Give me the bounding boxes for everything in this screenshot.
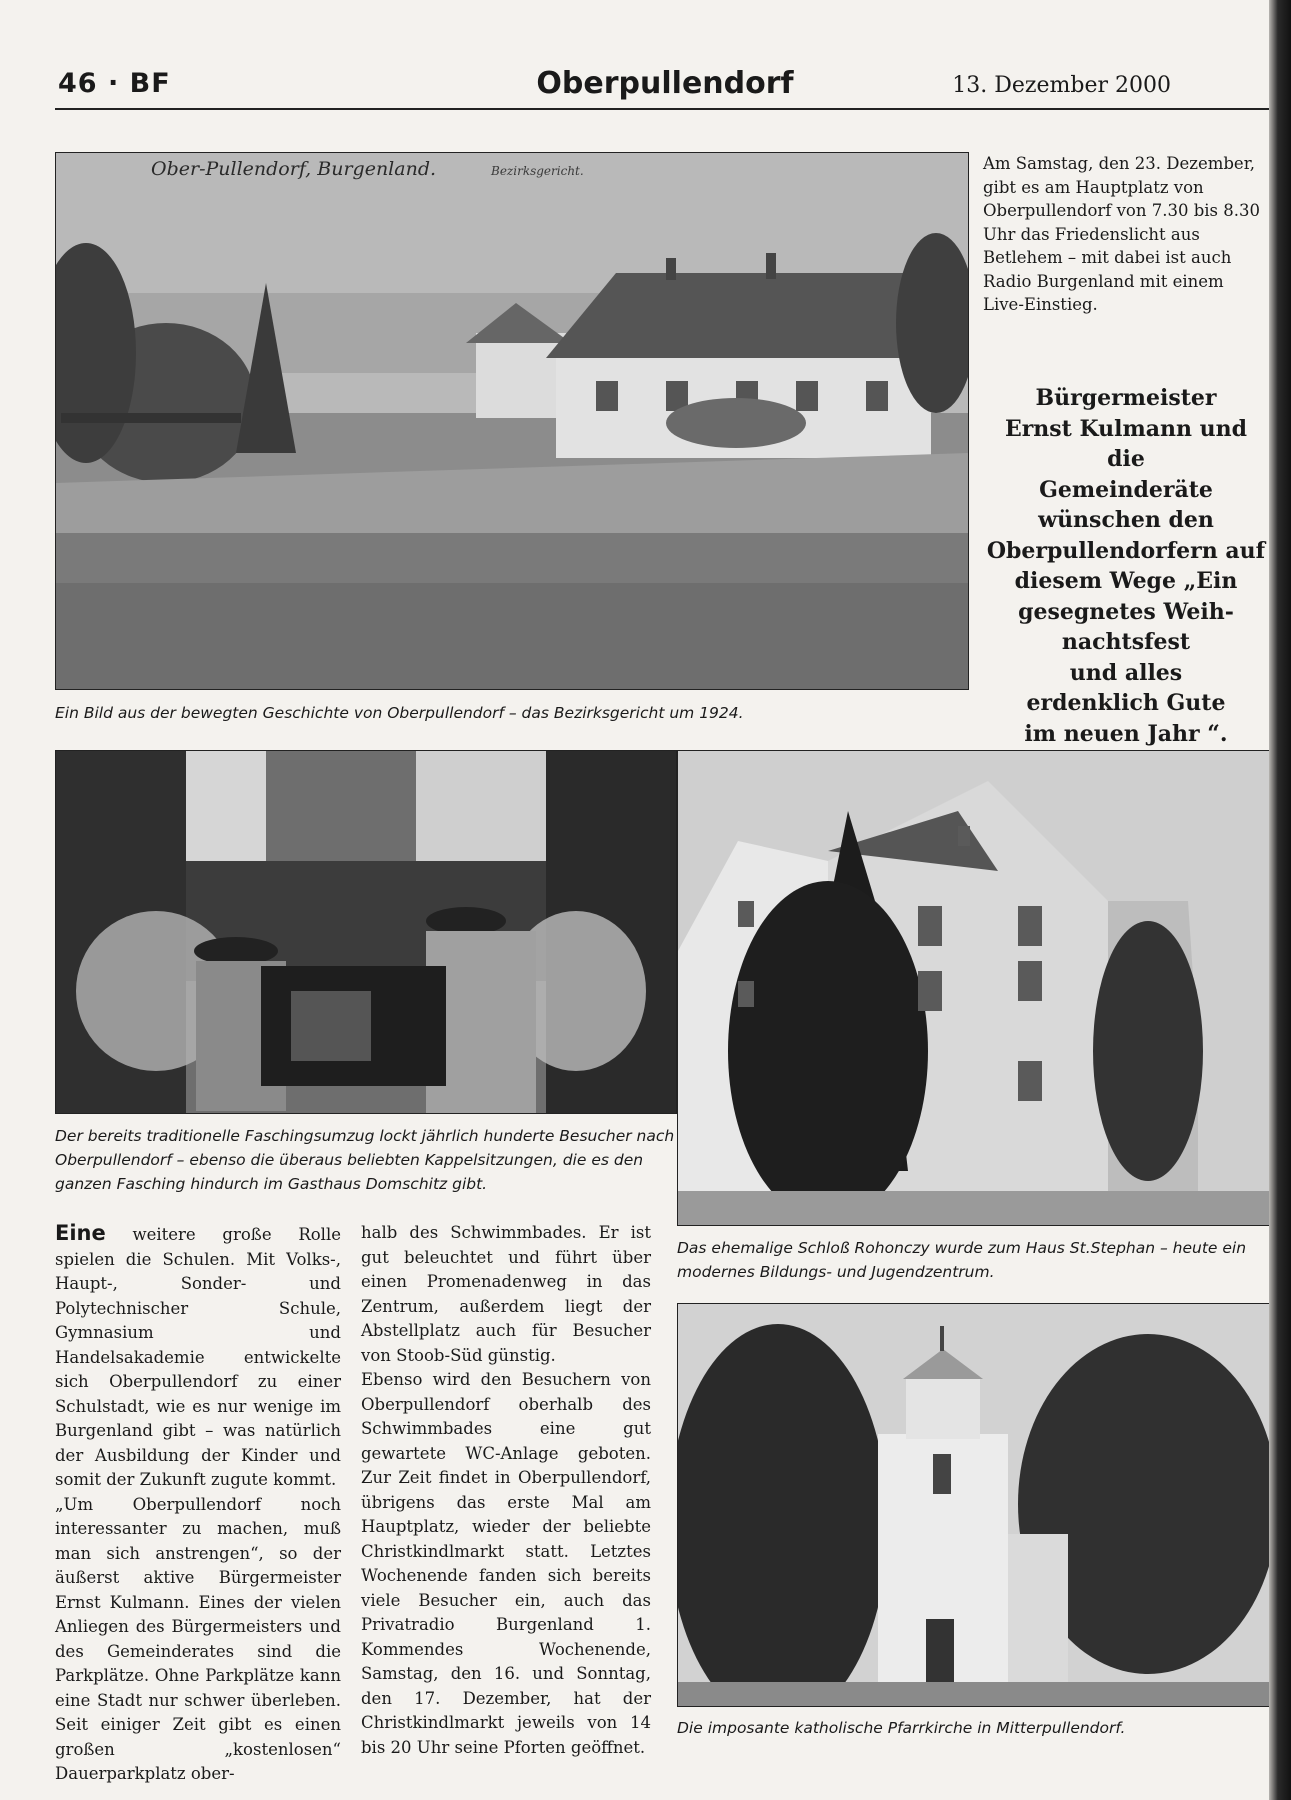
header-rule xyxy=(55,108,1275,110)
article-column-2 xyxy=(361,1221,651,1760)
article-column-1 xyxy=(55,1221,341,1787)
mayor-greeting xyxy=(983,383,1269,749)
article-paragraph: halb des Schwimmbades. Er ist gut beleuchtet und führt über einen Promenadenweg in das Zentrum, außerdem liegt der Abstellplatz auch für Besucher von Stoob-Süd günstig. xyxy=(361,1223,651,1365)
greeting-line: Bürgermeister xyxy=(1035,385,1217,411)
announcement-text: Am Samstag, den 23. Dezember, gibt es am Hauptplatz von Oberpullendorf von 7.30 bis 8.30 Uhr das Friedenslicht aus Betlehem – mit dabei ist auch Radio Burgenland mit einem Live-Einstieg. xyxy=(983,154,1261,314)
photo-bezirksgericht xyxy=(55,152,969,690)
photo-schloss-rohonczy xyxy=(677,750,1271,1226)
scan-edge xyxy=(1269,0,1291,1800)
greeting-line: im neuen Jahr “. xyxy=(1024,720,1228,747)
greeting-line: erdenklich Gute xyxy=(1026,690,1226,716)
greeting-line: und alles xyxy=(1069,659,1183,686)
article-paragraph: weitere große Rolle spielen die Schulen. Mit Volks-, Haupt-, Sonder- und Polytechnischer Schule, Gymnasium und Handelsakademie entwickelte sich Oberpullendorf zu einer Schulstadt, wie es nur wenige im Burgenland gibt – was natürlich der Ausbildung der Kinder und somit der Zukunft zugute kommt. xyxy=(55,1225,341,1489)
greeting-line: gesegnetes Weih- xyxy=(1018,598,1234,625)
article-paragraph: Ebenso wird den Besuchern von Oberpullendorf oberhalb des Schwimmbades eine gut gewartete WC-Anlage geboten. Zur Zeit findet in Oberpullendorf, übrigens das erste Mal am Hauptplatz, wieder der beliebte Christkindlmarkt statt. Letztes Wochenende fanden sich bereits viele Besucher ein, auch das Privatradio Burgenland 1. Kommendes Wochenende, Samstag, den 16. und Sonntag, den 17. Dezember, hat der Christkindlmarkt jeweils von 14 bis 20 Uhr seine Pforten geöffnet. xyxy=(361,1370,651,1757)
greeting-line: wünschen den xyxy=(1038,507,1214,533)
greeting-line: Gemeinderäte xyxy=(1039,476,1213,503)
caption-bezirksgericht: Ein Bild aus der bewegten Geschichte von Oberpullendorf – das Bezirksgericht um 1924. xyxy=(55,704,744,722)
page-number: 46 · BF xyxy=(58,68,171,99)
article-lead-word: Eine xyxy=(55,1221,106,1245)
section-title: Oberpullendorf xyxy=(536,66,794,101)
postcard-subtext: Bezirksgericht. xyxy=(491,164,584,178)
greeting-line: Ernst Kulmann und die xyxy=(1004,415,1248,472)
postcard-text: Ober-Pullendorf, Burgenland. xyxy=(151,158,437,180)
issue-date: 13. Dezember 2000 xyxy=(952,73,1171,98)
greeting-line: diesem Wege „Ein xyxy=(1014,568,1238,594)
photo-pfarrkirche xyxy=(677,1303,1271,1707)
photo-faschingsumzug xyxy=(55,750,677,1114)
article-paragraph: „Um Oberpullendorf noch interessanter zu machen, muß man sich anstrengen“, so der äußerst aktive Bürgermeister Ernst Kulmann. Eines der vielen Anliegen des Bürgermeisters und des Gemeinderates sind die Parkplätze. Ohne Parkplätze kann eine Stadt nur schwer überleben. Seit einiger Zeit gibt es einen großen „kostenlosen“ Dauerparkplatz ober- xyxy=(55,1494,341,1783)
greeting-line: nachtsfest xyxy=(1061,629,1191,655)
greeting-line: Oberpullendorfern auf xyxy=(986,537,1266,564)
caption-schloss-rohonczy: Das ehemalige Schloß Rohonczy wurde zum Haus St.Stephan – heute ein modernes Bildungs- und Jugendzentrum. xyxy=(677,1239,1247,1281)
caption-faschingsumzug: Der bereits traditionelle Faschingsumzug lockt jährlich hunderte Besucher nach Oberpullendorf – ebenso die überaus beliebten Kappelsitzungen, die es den ganzen Fasching hindurch im Gasthaus Domschitz gibt. xyxy=(55,1127,675,1193)
caption-pfarrkirche: Die imposante katholische Pfarrkirche in Mitterpullendorf. xyxy=(677,1719,1126,1737)
